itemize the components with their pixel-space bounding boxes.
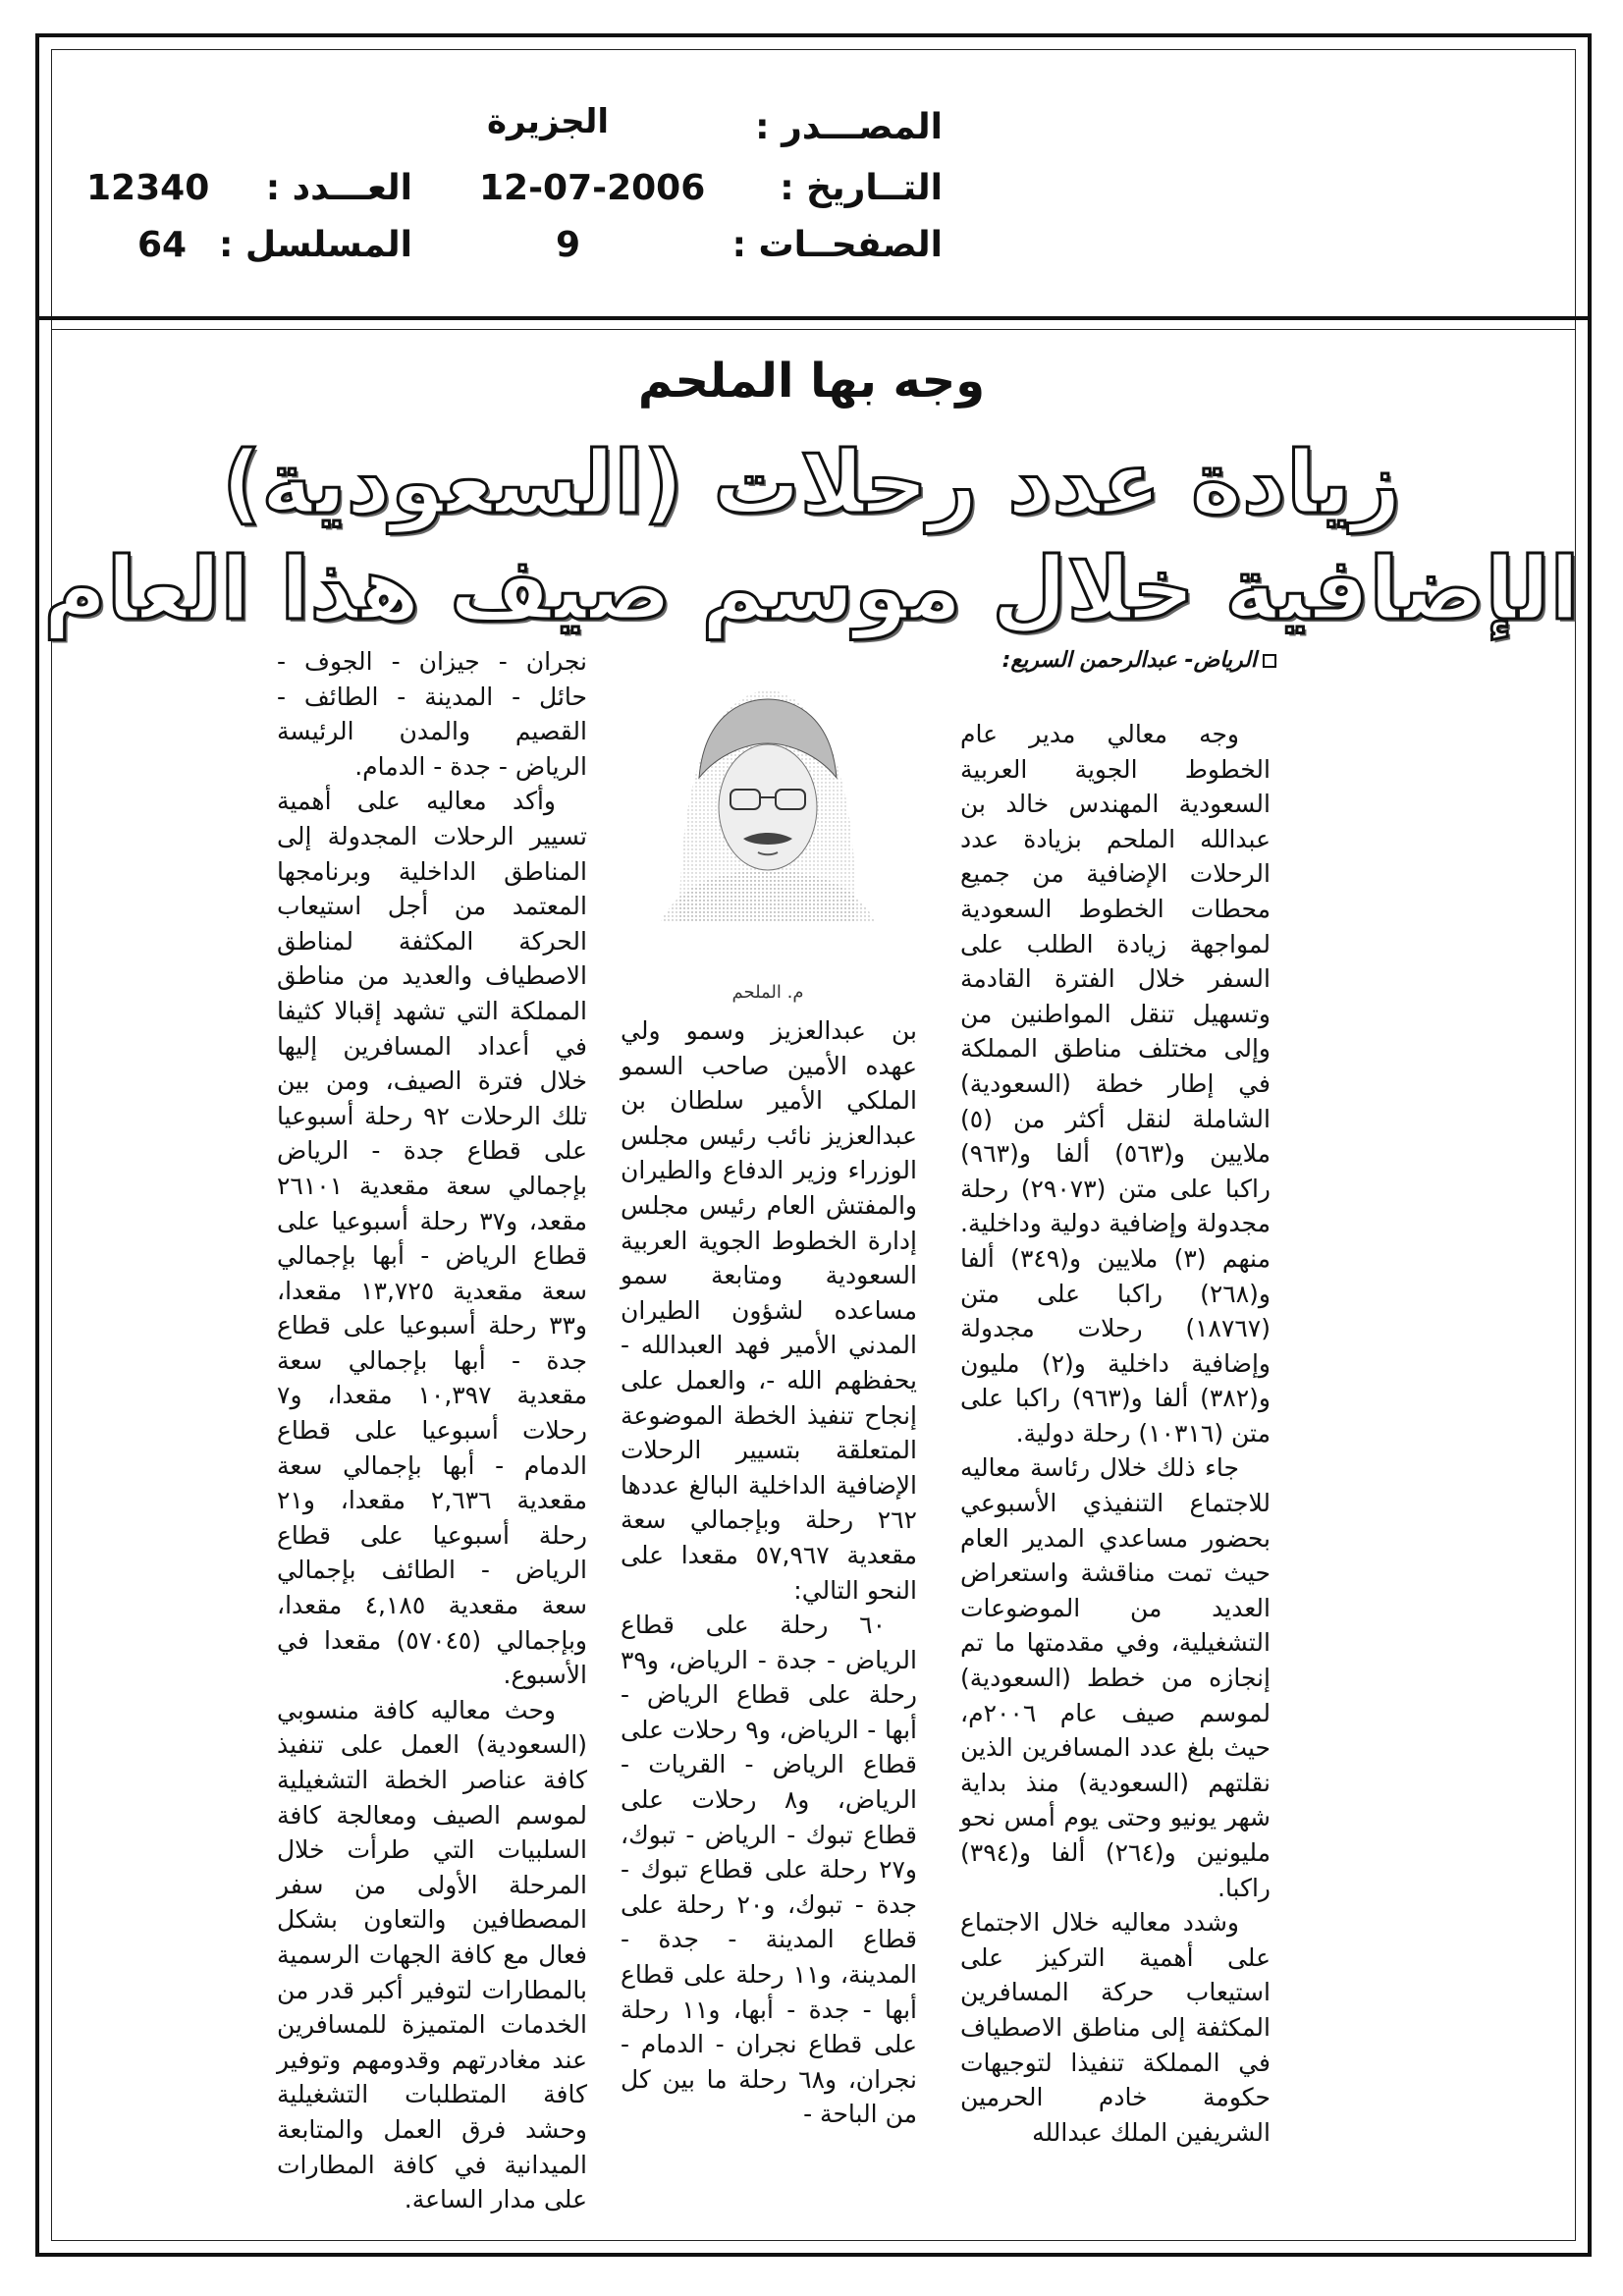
photo-caption: م. الملحم bbox=[731, 982, 804, 1003]
article-headline-line1: زيادة عدد رحلات (السعودية) bbox=[222, 432, 1401, 533]
issue-label: العـــدد : bbox=[265, 168, 412, 208]
article-byline bbox=[943, 648, 1276, 673]
header-divider bbox=[39, 316, 1588, 320]
article-kicker: وجه بها الملحم bbox=[637, 354, 986, 409]
paragraph: وأكد معاليه على أهمية تسيير الرحلات المجدولة إلى المناطق الداخلية وبرنامجها المعتمد من أجل استيعاب الحركة المكثفة لمناطق الاصطياف والعديد من مناطق المملكة التي تشهد إقبالا كثيفا في أعداد المسافرين إليها خلال فترة الصيف، ومن بين تلك الرحلات ٩٢ رحلة أسبوعيا على قطاع جدة - الرياض بإجمالي سعة مقعدية ٢٦١٠١ مقعد، و٣٧ رحلة أسبوعيا على قطاع الرياض - أبها بإجمالي سعة مقعدية ١٣,٧٢٥ مقعدا، و٣٣ رحلة أسبوعيا على قطاع جدة - أبها بإجمالي سعة مقعدية ١٠,٣٩٧ مقعدا، و٧ رحلات أسبوعيا على قطاع الدمام - أبها بإجمالي سعة مقعدية ٢,٦٣٦ مقعدا، و٢١ رحلة أسبوعيا على قطاع الرياض - الطائف بإجمالي سعة مقعدية ٤,١٨٥ مقعدا، وبإجمالي (٥٧٠٤٥) مقعدا في الأسبوع. bbox=[277, 787, 588, 1690]
serial-label: المسلسل : bbox=[218, 225, 412, 265]
serial-value: 64 bbox=[137, 225, 188, 265]
paragraph: نجران - جيزان - الجوف - حائل - المدينة - الطائف - القصيم والمدن الرئيسة الرياض - جدة - الدمام. bbox=[277, 647, 587, 781]
article-column-right bbox=[960, 717, 1271, 2150]
article-column-left bbox=[277, 644, 587, 2217]
article-column-middle bbox=[621, 1013, 917, 2132]
byline-text: الرياض- عبدالرحمن السريع: bbox=[1001, 648, 1257, 673]
paragraph: وحث معاليه كافة منسوبي (السعودية) العمل على تنفيذ كافة عناصر الخطة التشغيلية لموسم الصيف ومعالجة كافة السلبيات التي طرأت خلال المرحلة الأولى من سفر المصطافين والتعاون بشكل فعال مع كافة الجهات الرسمية بالمطارات لتوفير أكبر قدر من الخدمات المتميزة للمسافرين عند مغادرتهم وقدومهم وتوفير كافة المتطلبات التشغيلية وحشد فرق العمل والمتابعة الميدانية في كافة المطارات على مدار الساعة. bbox=[277, 1695, 587, 2214]
article-headline-line2: الإضافية خلال موسم صيف هذا العام bbox=[43, 538, 1580, 639]
byline-square-icon bbox=[1263, 654, 1276, 668]
paragraph: وجه معالي مدير عام الخطوط الجوية العربية السعودية المهندس خالد بن عبدالله الملحم بزيادة عدد الرحلات الإضافية من جميع محطات الخطوط السعودية لمواجهة زيادة الطلب على السفر خلال الفترة القادمة وتسهيل تنقل المواطنين من وإلى مختلف مناطق المملكة في إطار خطة (السعودية) الشاملة لنقل أكثر من (٥) ملايين و(٥٦٣) ألفا و(٩٦٣) راكبا على متن (٢٩٠٧٣) رحلة مجدولة وإضافية دولية وداخلية. منهم (٣) ملايين و(٣٤٩) ألفا و(٢٦٨) راكبا على متن (١٨٧٦٧) رحلات مجدولة وإضافية داخلية و(٢) مليون و(٣٨٢) ألفا و(٩٦٣) راكبا على متن (١٠٣١٦) رحلة دولية. bbox=[960, 720, 1271, 1448]
paragraph: وشدد معاليه خلال الاجتماع على أهمية التركيز على استيعاب حركة المسافرين المكثفة إلى مناطق الاصطياف في المملكة تنفيذا لتوجيهات حكومة خادم الحرمين الشريفين الملك عبدالله bbox=[960, 1908, 1271, 2147]
date-label: التــاريخ : bbox=[780, 168, 943, 208]
source-value: الجزيرة bbox=[486, 102, 610, 141]
issue-value: 12340 bbox=[86, 168, 210, 208]
pages-value: 9 bbox=[556, 225, 581, 265]
portrait-photo bbox=[621, 660, 915, 923]
source-label: المصـــدر : bbox=[755, 107, 943, 147]
paragraph: ٦٠ رحلة على قطاع الرياض - جدة - الرياض، و٣٩ رحلة على قطاع الرياض - أبها - الرياض، و٩ رحلات على قطاع الرياض - القريات - الرياض، و٨ رحلات على قطاع تبوك - الرياض - تبوك، و٢٧ رحلة على قطاع تبوك - جدة - تبوك، و٢٠ رحلة على قطاع المدينة - جدة - المدينة، و١١ رحلة على قطاع أبها - جدة - أبها، و١١ رحلة على قطاع نجران - الدمام - نجران، و٦٨ رحلة ما بين كل من الباحة - bbox=[621, 1611, 918, 2129]
header-divider-inner bbox=[51, 329, 1576, 330]
paragraph: جاء ذلك خلال رئاسة معاليه للاجتماع التنفيذي الأسبوعي بحضور مساعدي المدير العام حيث تمت مناقشة واستعراض العديد من الموضوعات التشغيلية، وفي مقدمتها ما تم إنجازه من خطط (السعودية) لموسم صيف عام ٢٠٠٦م، حيث بلغ عدد المسافرين الذين نقلتهم (السعودية) منذ بداية شهر يونيو وحتى يوم أمس نحو مليونين و(٢٦٤) ألفا و(٣٩٤) راكبا. bbox=[960, 1453, 1271, 1902]
date-value: 12-07-2006 bbox=[479, 168, 706, 208]
paragraph: بن عبدالعزيز وسمو ولي عهده الأمين صاحب السمو الملكي الأمير سلطان بن عبدالعزيز نائب رئيس مجلس الوزراء وزير الدفاع والطيران والمفتش العام رئيس مجلس إدارة الخطوط الجوية العربية السعودية ومتابعة سمو مساعده لشؤون الطيران المدني الأمير فهد العبدالله - يحفظهم الله -، والعمل على إنجاح تنفيذ الخطة الموضوعة المتعلقة بتسيير الرحلات الإضافية الداخلية البالغ عددها ٢٦٢ رحلة وبإجمالي سعة مقعدية ٥٧,٩٦٧ مقعدا على النحو التالي: bbox=[621, 1016, 918, 1605]
pages-label: الصفحــات : bbox=[731, 225, 943, 265]
